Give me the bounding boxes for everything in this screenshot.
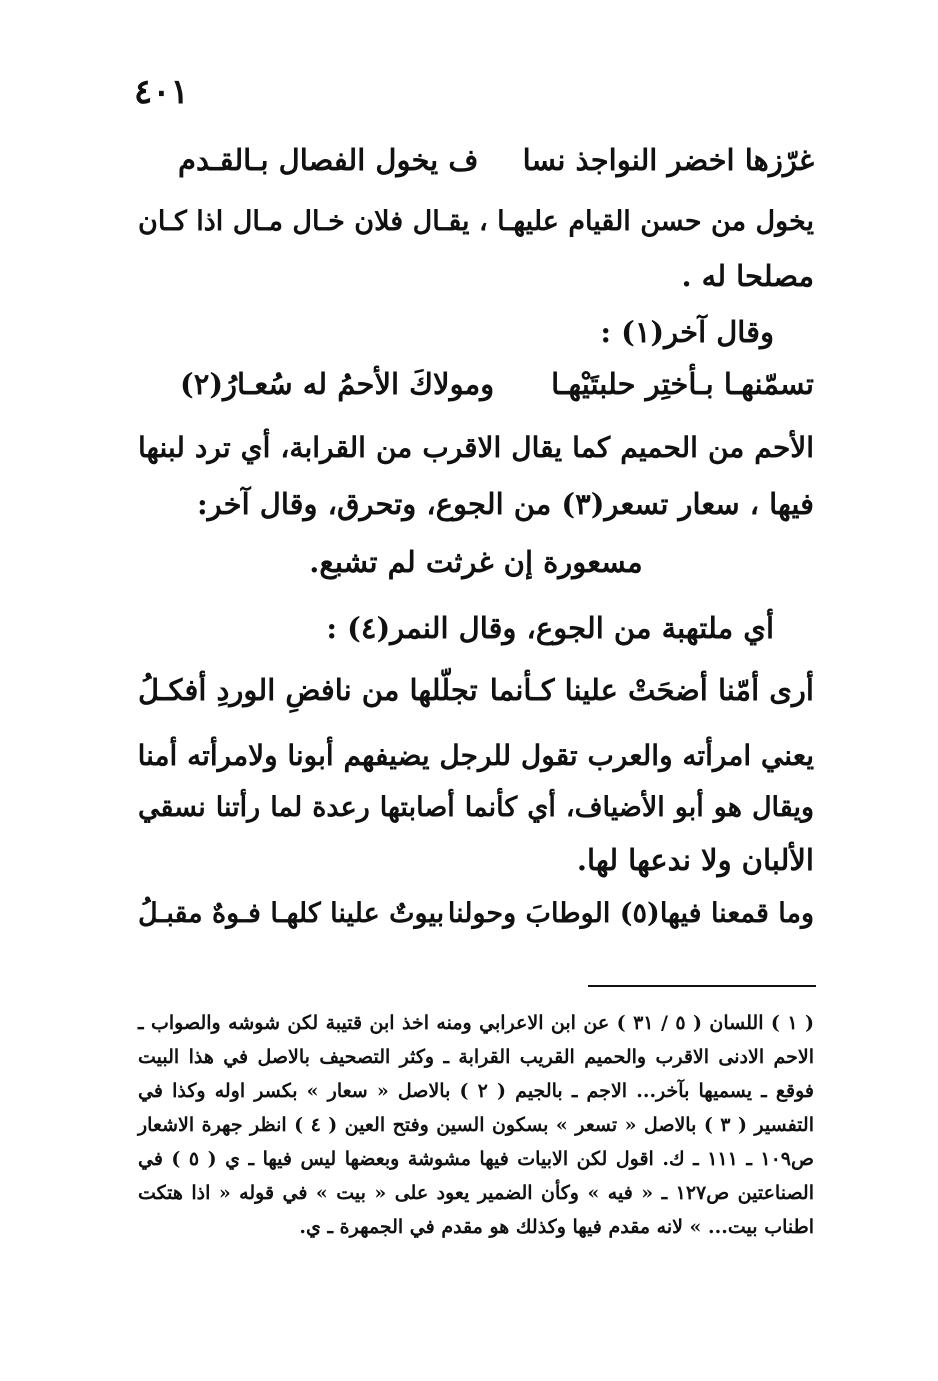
verse-1-second-hemistich: ف يخول الفصال بـالقـدم	[178, 143, 479, 177]
footnote-line: ( ١ ) اللسان ( ٥ / ٣١ ) عن ابن الاعرابي ومنه اخذ ابن قتيبة لكن شوشه والصواب ـ	[138, 1012, 814, 1034]
verse-3-second-hemistich: تجلّلها من نافضِ الوردِ أفكـلُ	[138, 673, 478, 707]
paragraph-2-line-2: فيها ، سعار تسعر(٣) من الجوع، وتحرق، وقال آخر:	[196, 487, 814, 521]
footnote-line: ص١٠٩ ـ ١١١ ـ ك. اقول لكن الابيات فيها مشوشة وبعضها ليس فيها ـ ي ( ٥ ) في	[138, 1148, 814, 1170]
paragraph-1-line-2: مصلحا له .	[681, 259, 814, 293]
intro-2: وقال آخر(١) :	[600, 315, 774, 349]
paragraph-3-line-1: يعني امرأته والعرب تقول للرجل يضيفهم أبونا ولامرأته أمنا	[137, 739, 814, 772]
footnote-line: اطناب بيت... » لانه مقدم فيها وكذلك هو مقدم في الجمهرة ـ ي.	[299, 1216, 814, 1238]
paragraph-2-line-1: الأحم من الحميم كما يقال الاقرب من القرابة، أي ترد لبنها	[138, 431, 814, 464]
paragraph-3-line-3: الألبان ولا ندعها لها.	[576, 843, 814, 877]
footnotes	[138, 0, 814, 1300]
verse-1-first-hemistich: غرّزها اخضر النواجذ نسا	[522, 143, 814, 177]
footnote-line: فوقع ـ يسميها بآخر... الاجم ـ بالجيم ( ٢ ) بالاصل « سعار » بكسر اوله وكذا في	[138, 1080, 814, 1102]
verse-4-second-hemistich: بيوتٌ علينا كلهـا فـوهٌ مقبـلُ	[138, 898, 445, 929]
verse-4-first-hemistich: وما قمعنا فيها(٥) الوطابَ وحولنا	[447, 898, 814, 929]
verse-3-first-hemistich: أرى أمّنا أضحَتْ علينا كـأنما	[489, 673, 814, 707]
footnote-line: التفسير ( ٣ ) بالاصل « تسعر » بسكون السين وفتح العين ( ٤ ) انظر جهرة الاشعار	[138, 1114, 814, 1136]
page-number: ٤٠١	[134, 72, 189, 112]
intro-3: أي ملتهبة من الجوع، وقال النمر(٤) :	[326, 611, 774, 645]
verse-2-second-hemistich: ومولاكَ الأحمُ له سُعـارُ(٢)	[180, 367, 495, 401]
paragraph-1-line-1: يخول من حسن القيام عليهـا ، يقـال فلان خـال مـال اذا كـان	[138, 206, 814, 237]
verse-2-first-hemistich: تسمّنهـا بـأختِر حلبتَيْهـا	[551, 367, 814, 401]
footnote-line: الصناعتين ص١٢٧ ـ « فيه » وكأن الضمير يعود على « بيت » في قوله « اذا هتكت	[138, 1182, 814, 1204]
centered-line: مسعورة إن غرثت لم تشبع.	[309, 545, 643, 579]
footnote-line: الاحم الادنى الاقرب والحميم القريب القرابة ـ وكثر التصحيف بالاصل في هذا البيت	[138, 1046, 814, 1068]
paragraph-3-line-2: ويقال هو أبو الأضياف، أي كأنما أصابتها رعدة لما رأتنا نسقي	[138, 792, 814, 823]
